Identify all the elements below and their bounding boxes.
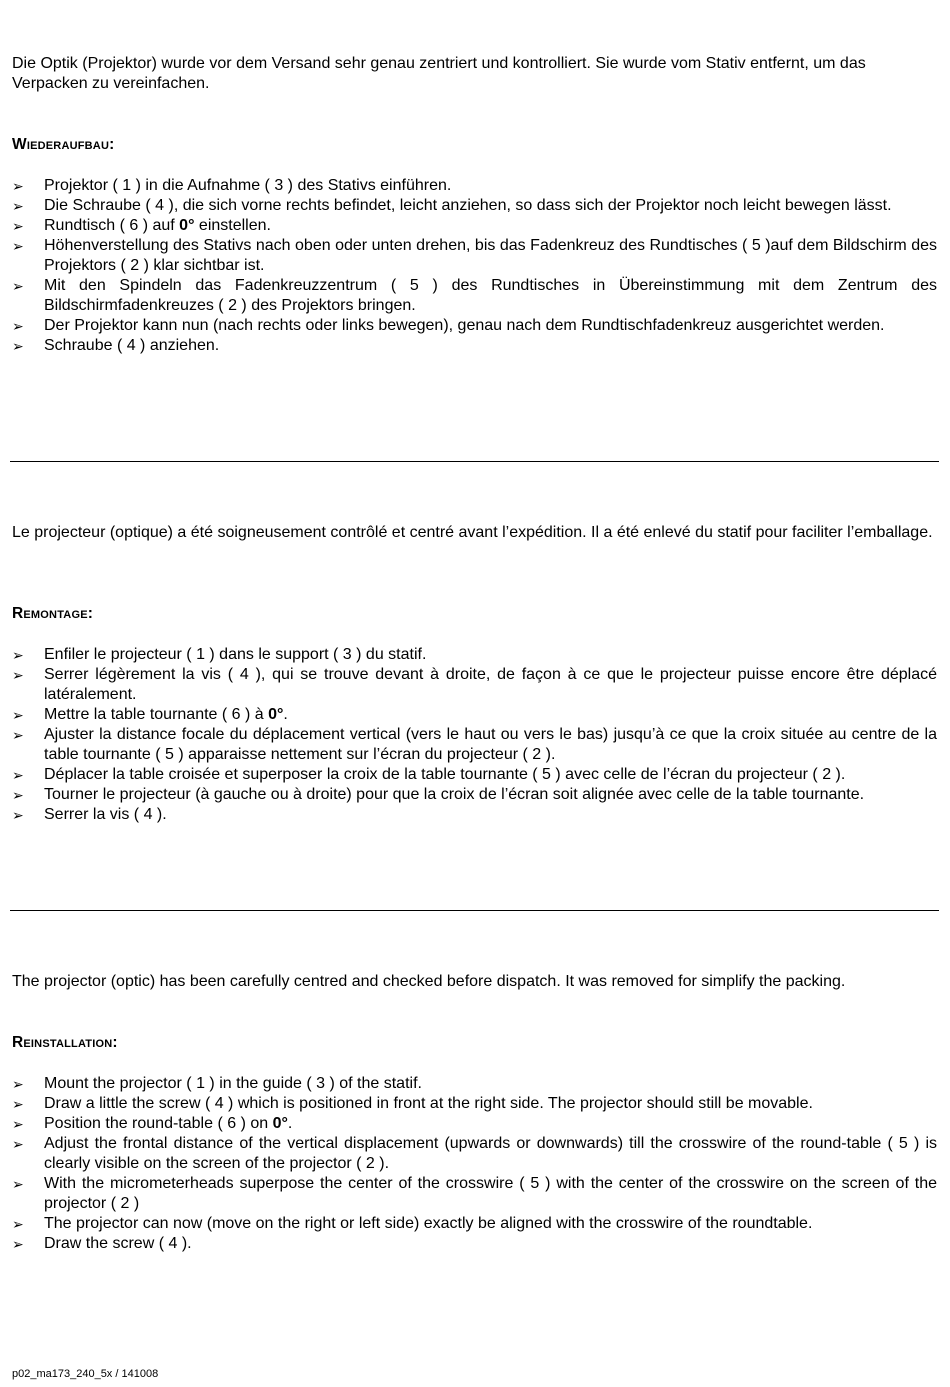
- steps-english: [12, 1074, 937, 1254]
- arrowhead-bullet-icon: ➢: [12, 707, 24, 723]
- list-item: [12, 316, 937, 336]
- divider: [10, 461, 939, 462]
- heading-german: Wiederaufbau:: [12, 136, 115, 153]
- list-item: [12, 725, 937, 765]
- list-item-text: Déplacer la table croisée et superposer la croix de la table tournante ( 5 ) avec celle de l’écran du projecteur ( 2 ).: [44, 766, 846, 783]
- list-item-text: The projector can now (move on the right or left side) exactly be aligned with the crosswire of the roundtable.: [44, 1215, 813, 1232]
- arrowhead-bullet-icon: ➢: [12, 1216, 24, 1232]
- list-item-text: Projektor ( 1 ) in die Aufnahme ( 3 ) des Stativs einführen.: [44, 177, 452, 194]
- list-item: [12, 1094, 937, 1114]
- list-item: [12, 785, 937, 805]
- list-item: [12, 196, 937, 216]
- steps-english-wrap: [12, 1074, 937, 1254]
- list-item: [12, 336, 937, 356]
- list-item: [12, 216, 937, 236]
- list-item: [12, 276, 937, 316]
- arrowhead-bullet-icon: ➢: [12, 1176, 24, 1192]
- arrowhead-bullet-icon: ➢: [12, 767, 24, 783]
- heading-english-wrap: [12, 1033, 937, 1053]
- intro-german: Die Optik (Projektor) wurde vor dem Versand sehr genau zentriert und kontrolliert. Sie wurde vom Stativ entfernt, um das Verpacken zu vereinfachen.: [12, 55, 866, 92]
- intro-french: Le projecteur (optique) a été soigneusement contrôlé et centré avant l’expédition. Il a été enlevé du statif pour faciliter l’emballage.: [12, 524, 933, 541]
- steps-french: [12, 645, 937, 825]
- list-item: [12, 805, 937, 825]
- arrowhead-bullet-icon: ➢: [12, 727, 24, 743]
- arrowhead-bullet-icon: ➢: [12, 1236, 24, 1252]
- arrowhead-bullet-icon: ➢: [12, 647, 24, 663]
- list-item-text: With the micrometerheads superpose the center of the crosswire ( 5 ) with the center of the crosswire on the screen of the projector ( 2 ): [44, 1175, 937, 1212]
- arrowhead-bullet-icon: ➢: [12, 787, 24, 803]
- heading-german-wrap: [12, 135, 937, 155]
- arrowhead-bullet-icon: ➢: [12, 1116, 24, 1132]
- list-item-text: Mettre la table tournante ( 6 ) à 0°.: [44, 706, 288, 723]
- intro-english: The projector (optic) has been carefully centred and checked before dispatch. It was removed for simplify the packing.: [12, 973, 846, 990]
- list-item-text: Höhenverstellung des Stativs nach oben oder unten drehen, bis das Fadenkreuz des Rundtisches ( 5 )auf dem Bildschirm des Projektors ( 2 ) klar sichtbar ist.: [44, 237, 937, 274]
- steps-german: [12, 176, 937, 356]
- arrowhead-bullet-icon: ➢: [12, 1096, 24, 1112]
- arrowhead-bullet-icon: ➢: [12, 318, 24, 334]
- list-item: [12, 665, 937, 705]
- list-item-text: Enfiler le projecteur ( 1 ) dans le support ( 3 ) du statif.: [44, 646, 427, 663]
- list-item: [12, 1234, 937, 1254]
- list-item: [12, 236, 937, 276]
- arrowhead-bullet-icon: ➢: [12, 178, 24, 194]
- arrowhead-bullet-icon: ➢: [12, 1076, 24, 1092]
- arrowhead-bullet-icon: ➢: [12, 667, 24, 683]
- list-item-text: Position the round-table ( 6 ) on 0°.: [44, 1115, 293, 1132]
- section-english: [12, 972, 937, 992]
- list-item-text: Serrer la vis ( 4 ).: [44, 806, 167, 823]
- heading-french: Remontage:: [12, 605, 94, 622]
- list-item: [12, 645, 937, 665]
- list-item-text: Schraube ( 4 ) anziehen.: [44, 337, 220, 354]
- list-item-text: Draw a little the screw ( 4 ) which is positioned in front at the right side. The projector should still be movable.: [44, 1095, 813, 1112]
- steps-german-wrap: [12, 176, 937, 356]
- arrowhead-bullet-icon: ➢: [12, 198, 24, 214]
- list-item-text: Der Projektor kann nun (nach rechts oder links bewegen), genau nach dem Rundtischfadenkreuz ausgerichtet werden.: [44, 317, 885, 334]
- section-french: [12, 523, 937, 543]
- list-item: [12, 1174, 937, 1214]
- list-item-text: Draw the screw ( 4 ).: [44, 1235, 192, 1252]
- footer-document-code: p02_ma173_240_5x / 141008: [12, 1368, 159, 1380]
- divider: [10, 910, 939, 911]
- list-item-text: Adjust the frontal distance of the vertical displacement (upwards or downwards) till the crosswire of the round-table ( 5 ) is clearly visible on the screen of the projector ( 2 ).: [44, 1135, 937, 1172]
- arrowhead-bullet-icon: ➢: [12, 238, 24, 254]
- list-item: [12, 1074, 937, 1094]
- list-item: [12, 765, 937, 785]
- heading-english: Reinstallation:: [12, 1034, 118, 1051]
- list-item-text: Mount the projector ( 1 ) in the guide ( 3 ) of the statif.: [44, 1075, 422, 1092]
- arrowhead-bullet-icon: ➢: [12, 807, 24, 823]
- steps-french-wrap: [12, 645, 937, 825]
- list-item: [12, 176, 937, 196]
- heading-french-wrap: [12, 604, 937, 624]
- list-item-text: Ajuster la distance focale du déplacement vertical (vers le haut ou vers le bas) jusqu’à ce que la croix située au centre de la table tournante ( 5 ) apparaisse nettement sur l’écran du projecteur ( 2 ).: [44, 726, 937, 763]
- list-item: [12, 1134, 937, 1174]
- list-item-text: Die Schraube ( 4 ), die sich vorne rechts befindet, leicht anziehen, so dass sich der Projektor noch leicht bewegen lässt.: [44, 197, 892, 214]
- list-item-text: Tourner le projecteur (à gauche ou à droite) pour que la croix de l’écran soit alignée avec celle de la table tournante.: [44, 786, 865, 803]
- arrowhead-bullet-icon: ➢: [12, 278, 24, 294]
- arrowhead-bullet-icon: ➢: [12, 1136, 24, 1152]
- list-item: [12, 1114, 937, 1134]
- list-item: [12, 1214, 937, 1234]
- list-item-text: Serrer légèrement la vis ( 4 ), qui se trouve devant à droite, de façon à ce que le projecteur puisse encore être déplacé latéralement.: [44, 666, 937, 703]
- section-german: [12, 54, 937, 94]
- list-item-text: Mit den Spindeln das Fadenkreuzzentrum ( 5 ) des Rundtisches in Übereinstimmung mit dem Zentrum des Bildschirmfadenkreuzes ( 2 ) des Projektors bringen.: [44, 277, 937, 314]
- arrowhead-bullet-icon: ➢: [12, 218, 24, 234]
- arrowhead-bullet-icon: ➢: [12, 338, 24, 354]
- list-item-text: Rundtisch ( 6 ) auf 0° einstellen.: [44, 217, 271, 234]
- list-item: [12, 705, 937, 725]
